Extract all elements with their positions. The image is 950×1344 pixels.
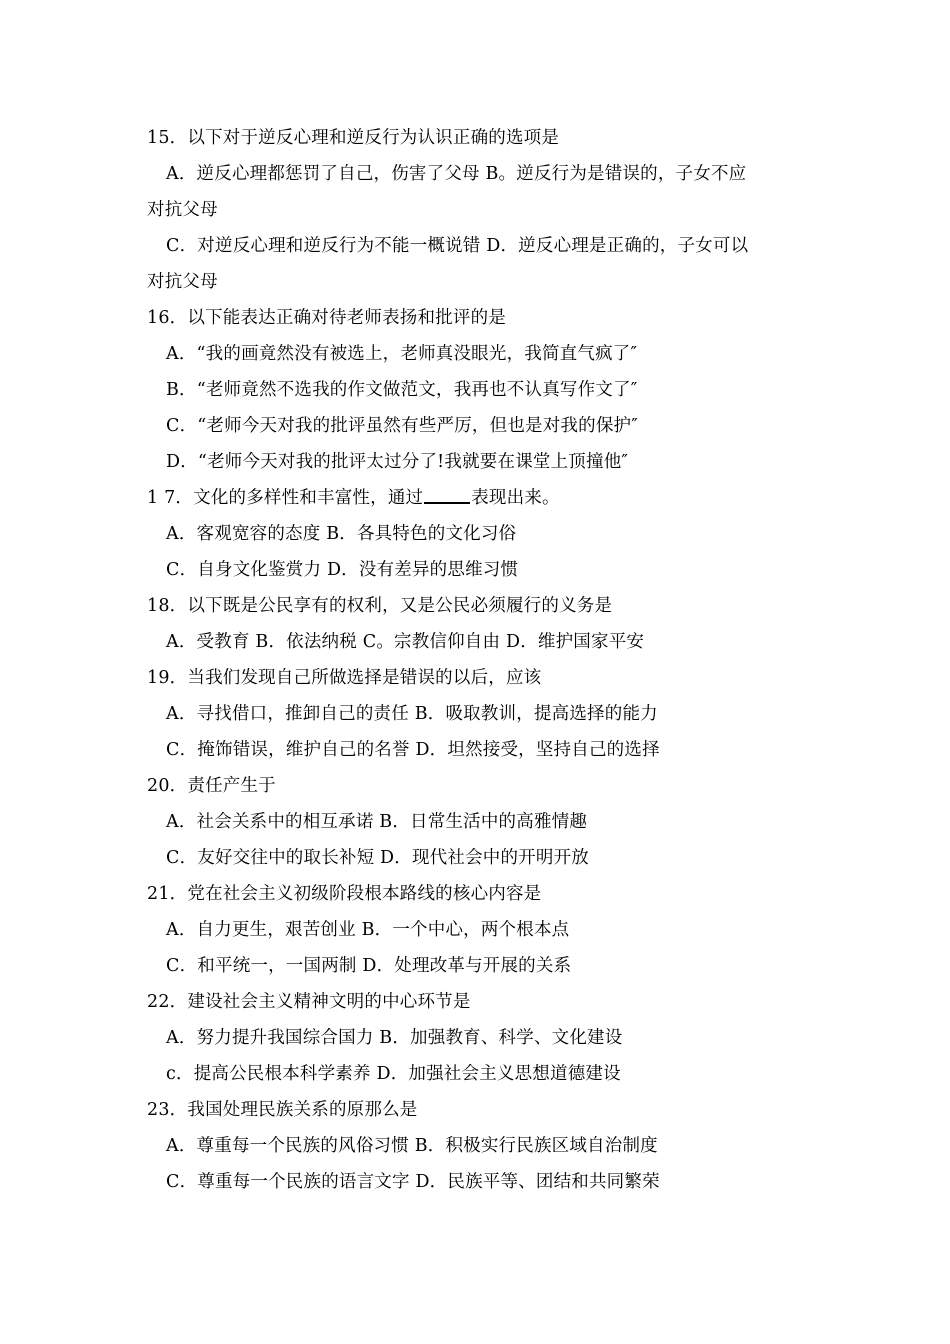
question-21-options-cd: C．和平统一，一国两制 D．处理改革与开展的关系 <box>166 956 572 976</box>
question-16-option-c: C．“老师今天对我的批评虽然有些严厉，但也是对我的保护″ <box>166 416 638 436</box>
question-19-options-ab: A．寻找借口，推卸自己的责任 B．吸取教训，提高选择的能力 <box>166 704 658 724</box>
question-16-stem: 16．以下能表达正确对待老师表扬和批评的是 <box>147 308 506 328</box>
question-15-options-ab: A．逆反心理都惩罚了自己，伤害了父母 B。逆反行为是错误的，子女不应 <box>166 164 747 184</box>
question-15-options-ab-continued: 对抗父母 <box>147 200 218 220</box>
question-16-option-b: B．“老师竟然不选我的作文做范文，我再也不认真写作文了″ <box>166 380 638 400</box>
question-19-options-cd: C．掩饰错误，维护自己的名誉 D．坦然接受，坚持自己的选择 <box>166 740 660 760</box>
question-23-options-ab: A．尊重每一个民族的风俗习惯 B．积极实行民族区域自治制度 <box>166 1136 658 1156</box>
question-17-stem-before-blank: 1 7．文化的多样性和丰富性，通过 <box>147 488 424 508</box>
question-17-stem <box>0 480 950 516</box>
question-21-options-ab: A．自力更生，艰苦创业 B．一个中心，两个根本点 <box>166 920 570 940</box>
fill-in-blank <box>424 484 470 504</box>
question-17-stem-after-blank: 表现出来。 <box>471 488 560 508</box>
exam-page <box>0 120 950 1200</box>
question-19-stem: 19．当我们发现自己所做选择是错误的以后，应该 <box>147 668 542 688</box>
question-16-option-d: D．“老师今天对我的批评太过分了!我就要在课堂上顶撞他″ <box>166 452 629 472</box>
question-18-options: A．受教育 B．依法纳税 C。宗教信仰自由 D．维护国家平安 <box>166 632 645 652</box>
question-15-options-cd-continued: 对抗父母 <box>147 272 218 292</box>
question-18-stem: 18．以下既是公民享有的权利，又是公民必须履行的义务是 <box>147 596 613 616</box>
question-16-option-a: A．“我的画竟然没有被选上，老师真没眼光，我简直气疯了″ <box>166 344 638 364</box>
question-22-options-cd: c．提高公民根本科学素养 D．加强社会主义思想道德建设 <box>166 1064 621 1084</box>
question-22-stem: 22．建设社会主义精神文明的中心环节是 <box>147 992 471 1012</box>
question-17-options-cd: C．自身文化鉴赏力 D．没有差异的思维习惯 <box>166 560 519 580</box>
question-20-options-ab: A．社会关系中的相互承诺 B．日常生活中的高雅情趣 <box>166 812 588 832</box>
question-21-stem: 21．党在社会主义初级阶段根本路线的核心内容是 <box>147 884 542 904</box>
question-23-stem: 23．我国处理民族关系的原那么是 <box>147 1100 418 1120</box>
question-20-stem: 20．责任产生于 <box>147 776 276 796</box>
question-20-options-cd: C．友好交往中的取长补短 D．现代社会中的开明开放 <box>166 848 589 868</box>
question-15-options-cd: C．对逆反心理和逆反行为不能一概说错 D．逆反心理是正确的，子女可以 <box>166 236 749 256</box>
question-22-options-ab: A．努力提升我国综合国力 B．加强教育、科学、文化建设 <box>166 1028 623 1048</box>
question-23-options-cd: C．尊重每一个民族的语言文字 D．民族平等、团结和共同繁荣 <box>166 1172 660 1192</box>
question-17-options-ab: A．客观宽容的态度 B．各具特色的文化习俗 <box>166 524 517 544</box>
question-15-stem: 15．以下对于逆反心理和逆反行为认识正确的选项是 <box>147 128 560 148</box>
